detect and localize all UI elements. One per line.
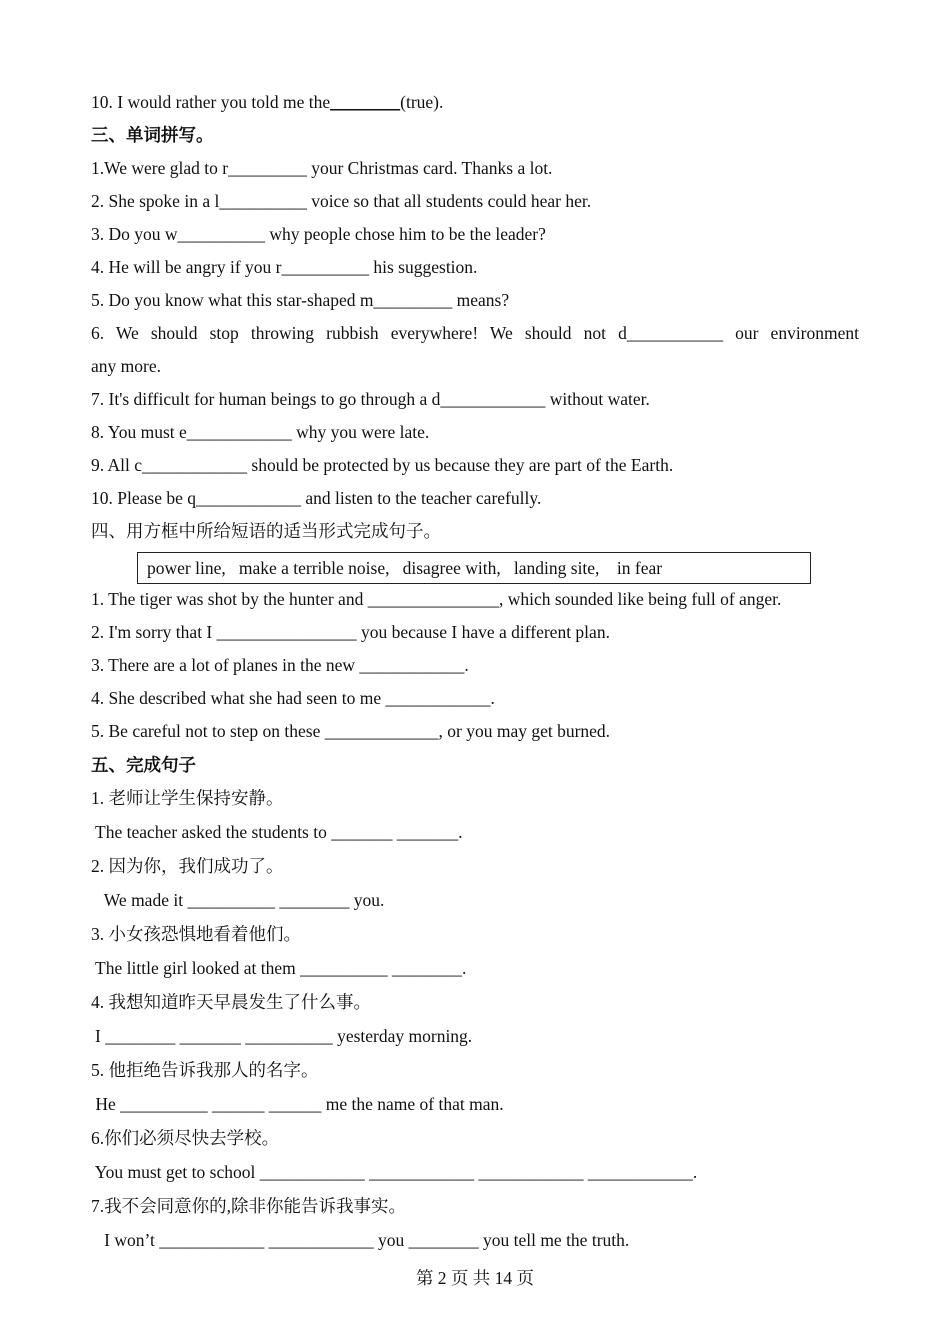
s3-item-2: 2. She spoke in a l__________ voice so that all students could hear her. (91, 191, 592, 211)
s4-item-5: 5. Be careful not to step on these _____________, or you may get burned. (91, 721, 611, 741)
s5-item-2-cn: 2. 因为你，我们成功了。 (91, 856, 284, 876)
s5-item-3-en: The little girl looked at them __________ ________. (91, 958, 467, 978)
s3-item-7: 7. It's difficult for human beings to go through a d____________ without water. (91, 389, 650, 409)
s3-item-9: 9. All c____________ should be protected by us because they are part of the Earth. (91, 455, 674, 475)
s5-item-7-cn: 7.我不会同意你的,除非你能告诉我事实。 (91, 1196, 406, 1216)
s5-item-4-en: I ________ _______ __________ yesterday morning. (95, 1026, 473, 1046)
s3-item-10: 10. Please be q____________ and listen to the teacher carefully. (91, 488, 542, 508)
s5-item-6-en: You must get to school ____________ ____________ ____________ ____________. (91, 1162, 698, 1182)
phrase-list: power line, make a terrible noise, disagree with, landing site, in fear (147, 558, 663, 578)
s3-item-6: 6. We should stop throwing rubbish everywhere! We should not d___________ our environment (91, 323, 859, 343)
s5-item-7-en: I won’t ____________ ____________ you ________ you tell me the truth. (91, 1230, 630, 1250)
s3-item-3: 3. Do you w__________ why people chose him to be the leader? (91, 224, 546, 244)
s5-item-2-en: We made it __________ ________ you. (91, 890, 385, 910)
s3-item-6-cont: any more. (91, 356, 161, 376)
answer-blank[interactable]: ________ (330, 92, 401, 112)
s5-item-3-cn: 3. 小女孩恐惧地看着他们。 (91, 924, 301, 944)
s5-item-6-cn: 6.你们必须尽快去学校。 (91, 1128, 280, 1148)
s4-item-4: 4. She described what she had seen to me ____________. (91, 688, 495, 708)
section-3-heading: 三、单词拼写。 (91, 125, 214, 145)
s4-item-1: 1. The tiger was shot by the hunter and _______________, which sounded like being full of anger. (91, 589, 782, 609)
s5-item-1-cn: 1. 老师让学生保持安静。 (91, 788, 284, 808)
s3-item-8: 8. You must e____________ why you were late. (91, 422, 430, 442)
s5-item-1-en: The teacher asked the students to _______ _______. (91, 822, 463, 842)
s3-item-5: 5. Do you know what this star-shaped m_________ means? (91, 290, 510, 310)
page-footer: 第 2 页 共 14 页 (415, 1268, 535, 1288)
section-5-heading: 五、完成句子 (91, 755, 196, 775)
s5-item-5-en: He __________ ______ ______ me the name of that man. (91, 1094, 504, 1114)
s5-item-5-cn: 5. 他拒绝告诉我那人的名字。 (91, 1060, 319, 1080)
prev-item-10: 10. I would rather you told me the________(true). (91, 92, 444, 112)
s3-item-1: 1.We were glad to r_________ your Christmas card. Thanks a lot. (91, 158, 553, 178)
s4-item-3: 3. There are a lot of planes in the new ____________. (91, 655, 469, 675)
s4-item-2: 2. I'm sorry that I ________________ you because I have a different plan. (91, 622, 610, 642)
phrase-box (137, 552, 811, 584)
s5-item-4-cn: 4. 我想知道昨天早晨发生了什么事。 (91, 992, 371, 1012)
s3-item-4: 4. He will be angry if you r__________ his suggestion. (91, 257, 478, 277)
section-4-heading: 四、用方框中所给短语的适当形式完成句子。 (91, 521, 441, 541)
